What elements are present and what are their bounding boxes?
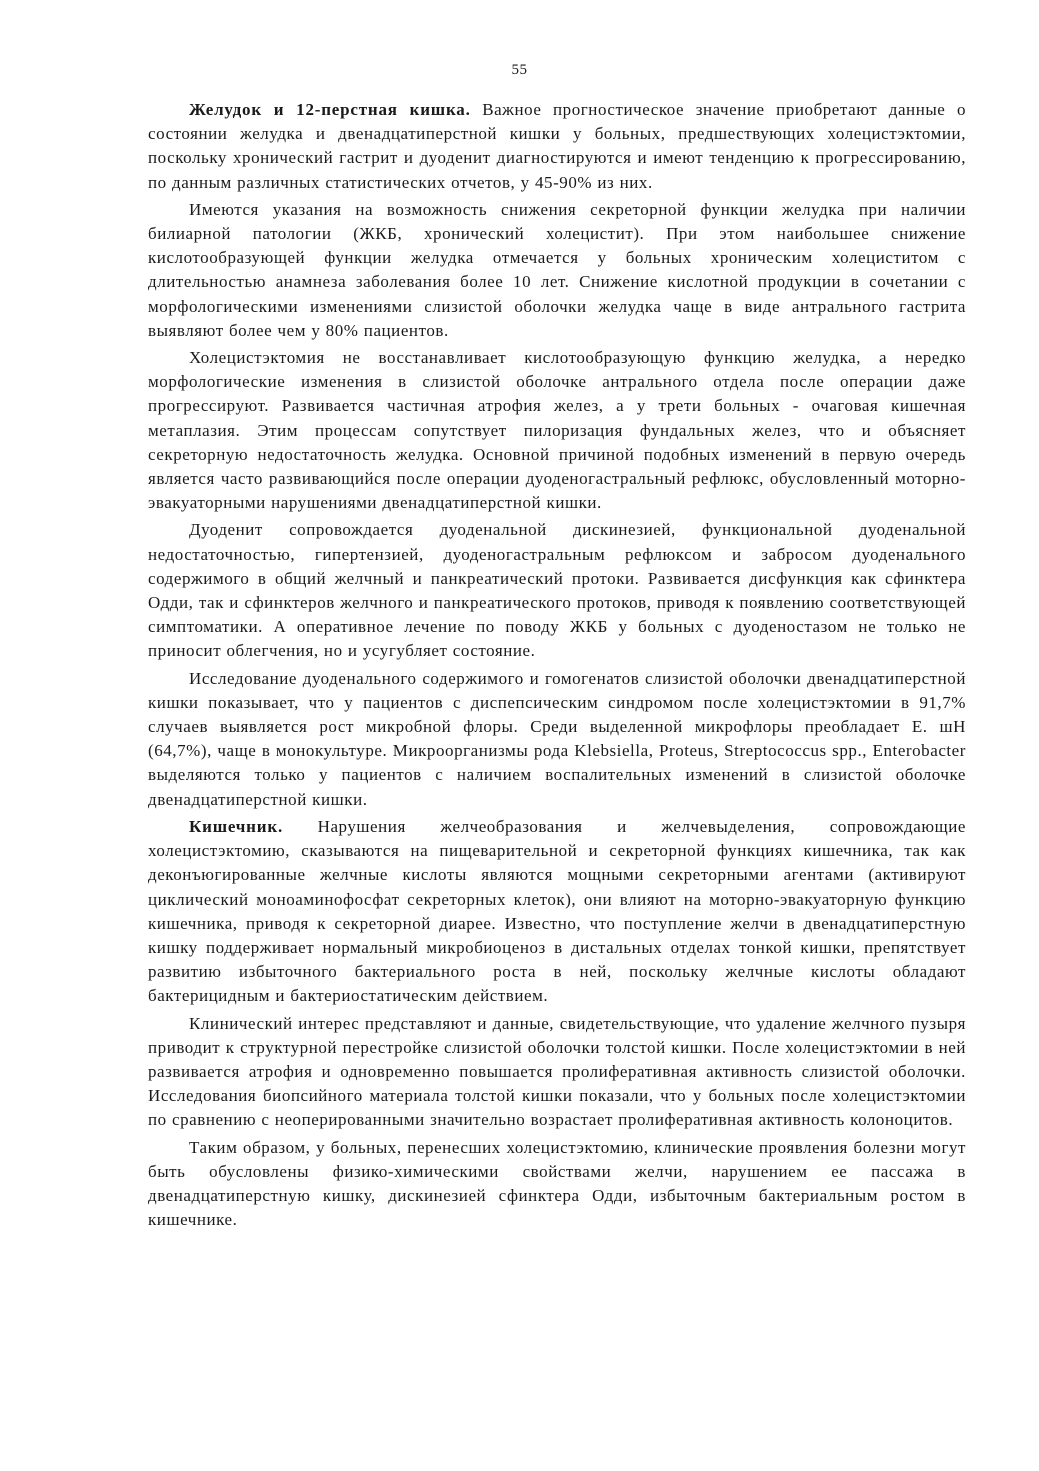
paragraph-stomach-duodenum xyxy=(148,98,966,195)
paragraph-text: Клинический интерес представляют и данные, свидетельствующие, что удаление желчного пузыря приводит к структурной перестройке слизистой оболочки толстой кишки. После холецистэктомии в ней развивается атрофия и одновременно повышается пролиферативная активность слизистой оболочки. Исследования биопсийного материала толстой кишки показали, что у больных после холецистэктомии по сравнению с неоперированными значительно возрастает пролиферативная активность колоноцитов. xyxy=(148,1013,966,1130)
paragraph-cholecystectomy-effects xyxy=(148,346,966,515)
paragraph-colon-mucosa xyxy=(148,1012,966,1133)
paragraph-text: Имеются указания на возможность снижения секреторной функции желудка при наличии билиарной патологии (ЖКБ, хронический холецистит). При этом наибольшее снижение кислотообразующей функции желудка отмечается у больных хроническим холециститом с длительностью анамнеза заболевания более 10 лет. Снижение кислотной продукции в сочетании с морфологическими изменениями слизистой оболочки желудка чаще в виде антрального гастрита выявляют более чем у 80% пациентов. xyxy=(148,199,966,340)
page-body xyxy=(148,98,966,1235)
section-heading-intestine: Кишечник. xyxy=(189,816,284,836)
paragraph-text: Дуоденит сопровождается дуоденальной дискинезией, функциональной дуоденальной недостаточностью, гипертензией, дуоденогастральным рефлюксом и забросом дуоденального содержимого в общий желчный и панкреатический протоки. Развивается дисфункция как сфинктера Одди, так и сфинктеров желчного и панкреатического протоков, приводя к появлению соответствующей симптоматики. А оперативное лечение по поводу ЖКБ у больных с дуоденостазом не только не приносит облегчения, но и усугубляет состояние. xyxy=(148,520,966,661)
paragraph-microflora-study xyxy=(148,667,966,812)
paragraph-duodenitis xyxy=(148,518,966,663)
paragraph-text: Таким образом, у больных, перенесших холецистэктомию, клинические проявления болезни могут быть обусловлены физико-химическими свойствами желчи, нарушением ее пассажа в двенадцатиперстную кишку, дискинезией сфинктера Одди, избыточным бактериальным ростом в кишечнике. xyxy=(148,1137,966,1230)
paragraph-text: Важное прогностическое значение приобретают данные о состоянии желудка и двенадцатиперстной кишки у больных, предшествующих холецистэктомии, поскольку хронический гастрит и дуоденит диагностируются и имеют тенденцию к прогрессированию, по данным различных статистических отчетов, у 45-90% из них. xyxy=(148,100,967,192)
paragraph-secretory-function xyxy=(148,198,966,343)
paragraph-conclusion xyxy=(148,1136,966,1233)
paragraph-text: Исследование дуоденального содержимого и гомогенатов слизистой оболочки двенадцатиперстной кишки показывает, что у пациентов с диспепсическим синдромом после холецистэктомии в 91,7% случаев выявляется рост микробной флоры. Среди выделенной микрофлоры преобладает E. шН (64,7%), чаще в монокультуре. Микроорганизмы рода Klebsiella, Proteus, Streptococcus spp., Enterobacter выделяются только у пациентов с наличием воспалительных изменений в слизистой оболочке двенадцатиперстной кишки. xyxy=(148,668,966,809)
paragraph-intestine xyxy=(148,815,966,1009)
paragraph-text: Холецистэктомия не восстанавливает кислотообразующую функцию желудка, а нередко морфологические изменения в слизистой оболочке антрального отдела после операции даже прогрессируют. Развивается частичная атрофия желез, а у трети больных - очаговая кишечная метаплазия. Этим процессам сопутствует пилоризация фундальных желез, что и объясняет секреторную недостаточность желудка. Основной причиной подобных изменений в первую очередь является часто развивающийся после операции дуоденогастральный рефлюкс, обусловленный моторно-эвакуаторными нарушениями двенадцатиперстной кишки. xyxy=(148,348,966,513)
section-heading-stomach-duodenum: Желудок и 12-перстная кишка. xyxy=(189,100,471,119)
paragraph-text: Нарушения желчеобразования и желчевыделения, сопровождающие холецистэктомию, сказываются на пищеварительной и секреторной функциях кишечника, так как деконъюгированные желчные кислоты являются мощными секреторными агентами (активируют циклический моноаминофосфат секреторных клеток), они влияют на моторно-эвакуаторную функцию кишечника, приводя к секреторной диарее. Известно, что поступление желчи в двенадцатиперстную кишку поддерживает нормальный микробиоценоз в дистальных отделах тонкой кишки, препятствует развитию избыточного бактериального роста в ней, поскольку желчные кислоты обладают бактерицидным и бактериостатическим действием. xyxy=(148,816,966,1006)
page-number: 55 xyxy=(511,62,528,78)
